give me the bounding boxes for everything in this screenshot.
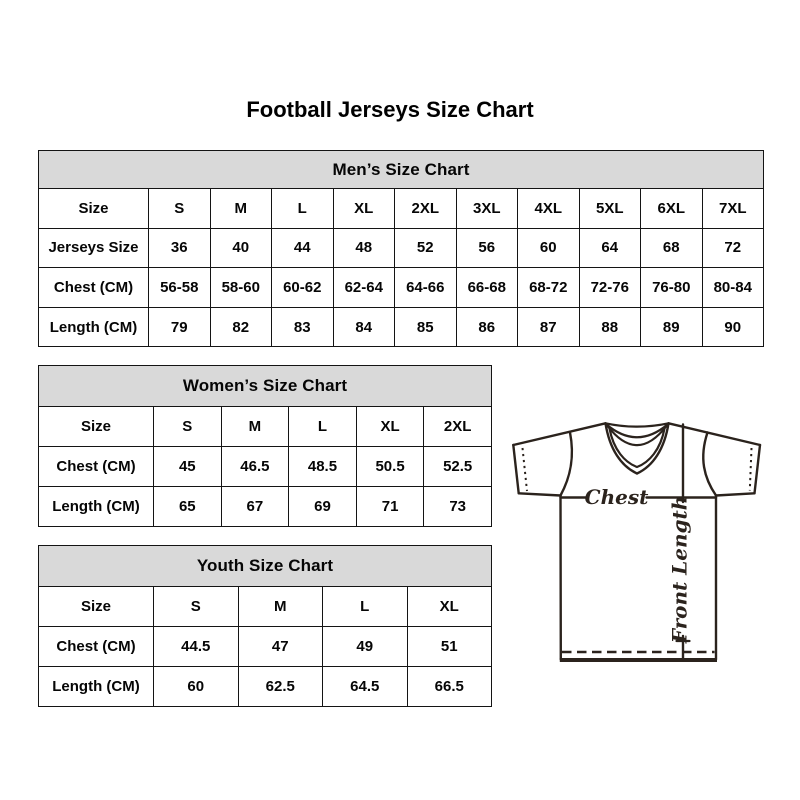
value-cell: 80-84	[702, 268, 764, 308]
value-cell: XL	[356, 407, 424, 447]
value-cell: S	[149, 189, 211, 229]
value-cell: 2XL	[424, 407, 492, 447]
table-row	[39, 667, 492, 707]
collar-top-edge	[606, 423, 669, 426]
value-cell: M	[238, 587, 323, 627]
value-cell: 69	[289, 487, 357, 527]
value-cell: 76-80	[641, 268, 703, 308]
table-row	[39, 189, 764, 229]
table-row	[39, 587, 492, 627]
value-cell: L	[323, 587, 408, 627]
value-cell: 56	[456, 228, 518, 268]
value-cell: 3XL	[456, 189, 518, 229]
value-cell: 67	[221, 487, 289, 527]
row-label-cell: Length (CM)	[39, 487, 154, 527]
value-cell: 66-68	[456, 268, 518, 308]
row-label-cell: Size	[39, 189, 149, 229]
value-cell: 50.5	[356, 447, 424, 487]
value-cell: 58-60	[210, 268, 272, 308]
row-label-cell: Size	[39, 587, 154, 627]
value-cell: 79	[149, 307, 211, 347]
value-cell: 60-62	[272, 268, 334, 308]
value-cell: XL	[333, 189, 395, 229]
right-sleeve-cuff	[755, 445, 761, 493]
value-cell: 72	[702, 228, 764, 268]
collar-inner-v	[610, 429, 665, 468]
row-label-cell: Size	[39, 407, 154, 447]
value-cell: 88	[579, 307, 641, 347]
value-cell: XL	[407, 587, 492, 627]
value-cell: 60	[518, 228, 580, 268]
table-row	[39, 447, 492, 487]
table-row	[39, 627, 492, 667]
right-cuff-stitch-line	[750, 448, 752, 491]
value-cell: 72-76	[579, 268, 641, 308]
value-cell: 36	[149, 228, 211, 268]
left-sleeve-bottom	[519, 493, 561, 495]
value-cell: 62-64	[333, 268, 395, 308]
value-cell: S	[154, 407, 222, 447]
value-cell: 64	[579, 228, 641, 268]
value-cell: 86	[456, 307, 518, 347]
value-cell: 82	[210, 307, 272, 347]
right-sleeve-bottom	[716, 493, 755, 495]
value-cell: 64.5	[323, 667, 408, 707]
right-armhole-curve	[703, 433, 716, 496]
value-cell: L	[289, 407, 357, 447]
value-cell: L	[272, 189, 334, 229]
value-cell: M	[210, 189, 272, 229]
value-cell: 49	[323, 627, 408, 667]
value-cell: 44.5	[154, 627, 239, 667]
value-cell: M	[221, 407, 289, 447]
table-row	[39, 307, 764, 347]
value-cell: 40	[210, 228, 272, 268]
value-cell: 89	[641, 307, 703, 347]
row-label-cell: Chest (CM)	[39, 447, 154, 487]
value-cell: 87	[518, 307, 580, 347]
value-cell: 6XL	[641, 189, 703, 229]
table-header-row	[39, 546, 492, 587]
jersey-measurement-diagram	[498, 408, 774, 672]
value-cell: 56-58	[149, 268, 211, 308]
chest-label: Chest	[584, 485, 649, 509]
youth-size-table	[38, 545, 492, 707]
value-cell: 52.5	[424, 447, 492, 487]
value-cell: 44	[272, 228, 334, 268]
value-cell: 68	[641, 228, 703, 268]
left-sleeve-cuff	[513, 445, 518, 493]
value-cell: 7XL	[702, 189, 764, 229]
row-label-cell: Length (CM)	[39, 307, 149, 347]
left-shoulder-line	[513, 423, 605, 445]
value-cell: 46.5	[221, 447, 289, 487]
value-cell: 47	[238, 627, 323, 667]
value-cell: 45	[154, 447, 222, 487]
value-cell: S	[154, 587, 239, 627]
womens-table-title: Women’s Size Chart	[39, 366, 492, 407]
mens-size-table	[38, 150, 764, 347]
table-row	[39, 268, 764, 308]
value-cell: 48.5	[289, 447, 357, 487]
value-cell: 90	[702, 307, 764, 347]
value-cell: 64-66	[395, 268, 457, 308]
value-cell: 4XL	[518, 189, 580, 229]
table-header-row	[39, 366, 492, 407]
row-label-cell: Jerseys Size	[39, 228, 149, 268]
value-cell: 2XL	[395, 189, 457, 229]
table-row	[39, 407, 492, 447]
youth-table-title: Youth Size Chart	[39, 546, 492, 587]
value-cell: 60	[154, 667, 239, 707]
value-cell: 68-72	[518, 268, 580, 308]
left-armhole-curve	[561, 433, 572, 496]
mens-table-title: Men’s Size Chart	[39, 151, 764, 189]
value-cell: 62.5	[238, 667, 323, 707]
value-cell: 66.5	[407, 667, 492, 707]
value-cell: 83	[272, 307, 334, 347]
row-label-cell: Chest (CM)	[39, 268, 149, 308]
table-header-row	[39, 151, 764, 189]
value-cell: 48	[333, 228, 395, 268]
value-cell: 52	[395, 228, 457, 268]
value-cell: 51	[407, 627, 492, 667]
value-cell: 85	[395, 307, 457, 347]
womens-size-table	[38, 365, 492, 527]
value-cell: 71	[356, 487, 424, 527]
table-row	[39, 228, 764, 268]
value-cell: 65	[154, 487, 222, 527]
value-cell: 73	[424, 487, 492, 527]
front-length-label: Front Length	[667, 495, 692, 644]
row-label-cell: Length (CM)	[39, 667, 154, 707]
collar-rib-arc	[608, 426, 667, 445]
row-label-cell: Chest (CM)	[39, 627, 154, 667]
value-cell: 84	[333, 307, 395, 347]
page-title: Football Jerseys Size Chart	[246, 97, 534, 122]
value-cell: 5XL	[579, 189, 641, 229]
table-row	[39, 487, 492, 527]
left-cuff-stitch-line	[523, 448, 528, 491]
